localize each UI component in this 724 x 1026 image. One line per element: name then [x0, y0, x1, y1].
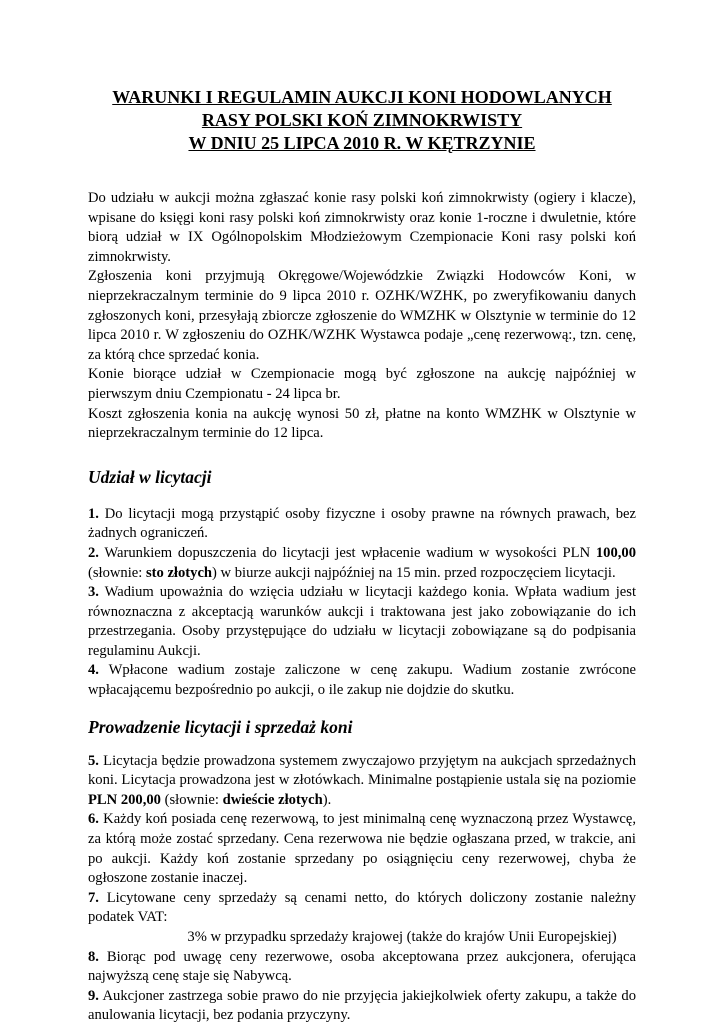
rule-9 [88, 987, 636, 1026]
deposit-amount-words: sto złotych [145, 564, 213, 581]
rule-text: Licytowane ceny sprzedaży są cenami netto, do których doliczony zostanie należny podatek VAT: [88, 889, 636, 926]
section-heading-auction-sales: Prowadzenie licytacji i sprzedaż koni [88, 716, 353, 737]
rule-text: Warunkiem dopuszczenia do licytacji jest wpłacenie wadium w wysokości PLN [98, 544, 596, 561]
intro-paragraph-3: Konie biorące udział w Czempionacie mogą być zgłoszone na aukcję najpóźniej w pierwszym dniu Czempionatu - 24 lipca br. [88, 366, 636, 402]
min-increment-words: dwieście złotych [222, 791, 323, 808]
section-auction-body [88, 752, 636, 1026]
rule-1 [88, 505, 636, 544]
title-line-3: W DNIU 25 LIPCA 2010 R. W KĘTRZYNIE [188, 133, 536, 153]
intro-section [88, 189, 636, 444]
rule-text: Aukcjoner zastrzega sobie prawo do nie przyjęcia jakiejkolwiek oferty zakupu, a także do anulowania licytacji, bez podania przyczyny. [88, 987, 636, 1024]
intro-paragraph-2: Zgłoszenia koni przyjmują Okręgowe/Wojewódzkie Związki Hodowców Koni, w nieprzekraczalnym terminie do 9 lipca 2010 r. OZHK/WZHK, po zweryfikowaniu danych zgłoszonych koni, przesyłają zbiorcze zgłoszenie do WMZHK w Olsztynie w terminie do 12 lipca 2010 r. W zgłoszeniu do OZHK/WZHK Wystawca podaje „cenę rezerwową:, tzn. cenę, za którą chce sprzedać konia. [88, 268, 636, 363]
rule-text: (słownie: [88, 564, 146, 581]
rule-2 [88, 544, 636, 583]
rule-number: 8. [88, 948, 99, 965]
rule-number: 5. [88, 752, 99, 769]
intro-paragraph-1: Do udziału w aukcji można zgłaszać konie rasy polski koń zimnokrwisty (ogiery i klacze), wpisane do księgi koni rasy polski koń zimnokrwisty oraz konie 1-roczne i dwuletnie, które biorą udział w IX Ogólnopolskim Młodzieżowym Czempionacie Koni rasy polski koń zimnokrwisty. [88, 190, 636, 265]
rule-number: 7. [88, 889, 99, 906]
rule-text: Wadium upoważnia do wzięcia udziału w licytacji każdego konia. Wpłata wadium jest równoznaczna z akceptacją warunków aukcji i traktowana jest jako zobowiązanie do ich przestrzegania. Osoby przystępujące do udziału w licytacji zobowiązane są do podpisania regulaminu Aukcji. [88, 584, 636, 659]
min-increment-amount: PLN 200,00 [88, 791, 161, 808]
rule-7 [88, 889, 636, 928]
section-heading-bidding: Udział w licytacji [88, 466, 212, 487]
title-line-2: RASY POLSKI KOŃ ZIMNOKRWISTY [201, 110, 523, 130]
rule-text: ). [322, 791, 332, 808]
rule-5 [88, 752, 636, 811]
rule-number: 9. [88, 987, 99, 1004]
rule-number: 2. [88, 544, 99, 561]
section-bidding-body [88, 505, 636, 701]
document-title [88, 86, 636, 155]
deposit-amount: 100,00 [595, 544, 636, 561]
rule-text: ) w biurze aukcji najpóźniej na 15 min. przed rozpoczęciem licytacji. [212, 564, 616, 581]
rule-6 [88, 810, 636, 888]
rule-number: 6. [88, 811, 99, 828]
title-line-1: WARUNKI I REGULAMIN AUKCJI KONI HODOWLANYCH [112, 87, 612, 107]
rule-text: Licytacja będzie prowadzona systemem zwyczajowo przyjętym na aukcjach sprzedażnych koni. Licytacja prowadzona jest w złotówkach. Minimalne postąpienie ustala się na poziomie [88, 752, 636, 789]
rule-text: Biorąc pod uwagę ceny rezerwowe, osoba akceptowana przez aukcjonera, oferująca najwyższą cenę staje się Nabywcą. [88, 948, 636, 985]
vat-rate-line: 3% w przypadku sprzedaży krajowej (także do krajów Unii Europejskiej) [187, 929, 617, 945]
rule-text: Wpłacone wadium zostaje zaliczone w cenę zakupu. Wadium zostanie zwrócone wpłacającemu bezpośrednio po aukcji, o ile zakup nie dojdzie do skutku. [88, 662, 636, 699]
rule-text: Do licytacji mogą przystąpić osoby fizyczne i osoby prawne na równych prawach, bez żadnych ograniczeń. [88, 505, 636, 542]
rule-number: 3. [88, 584, 99, 601]
rule-text: (słownie: [160, 791, 223, 808]
rule-3 [88, 583, 636, 661]
rule-8 [88, 948, 636, 987]
rule-4 [88, 661, 636, 700]
rule-text: Każdy koń posiada cenę rezerwową, to jest minimalną cenę wyznaczoną przez Wystawcę, za którą może zostać sprzedany. Cena rezerwowa nie będzie ogłaszana przed, w trakcie, ani po aukcji. Każdy koń zostanie sprzedany po osiągnięciu ceny rezerwowej, chyba że ogłoszone zostanie inaczej. [88, 811, 636, 887]
rule-number: 1. [88, 505, 99, 522]
rule-number: 4. [88, 662, 99, 679]
intro-paragraph-4: Koszt zgłoszenia konia na aukcję wynosi 50 zł, płatne na konto WMZHK w Olsztynie w nieprzekraczalnym terminie do 12 lipca. [88, 405, 636, 442]
